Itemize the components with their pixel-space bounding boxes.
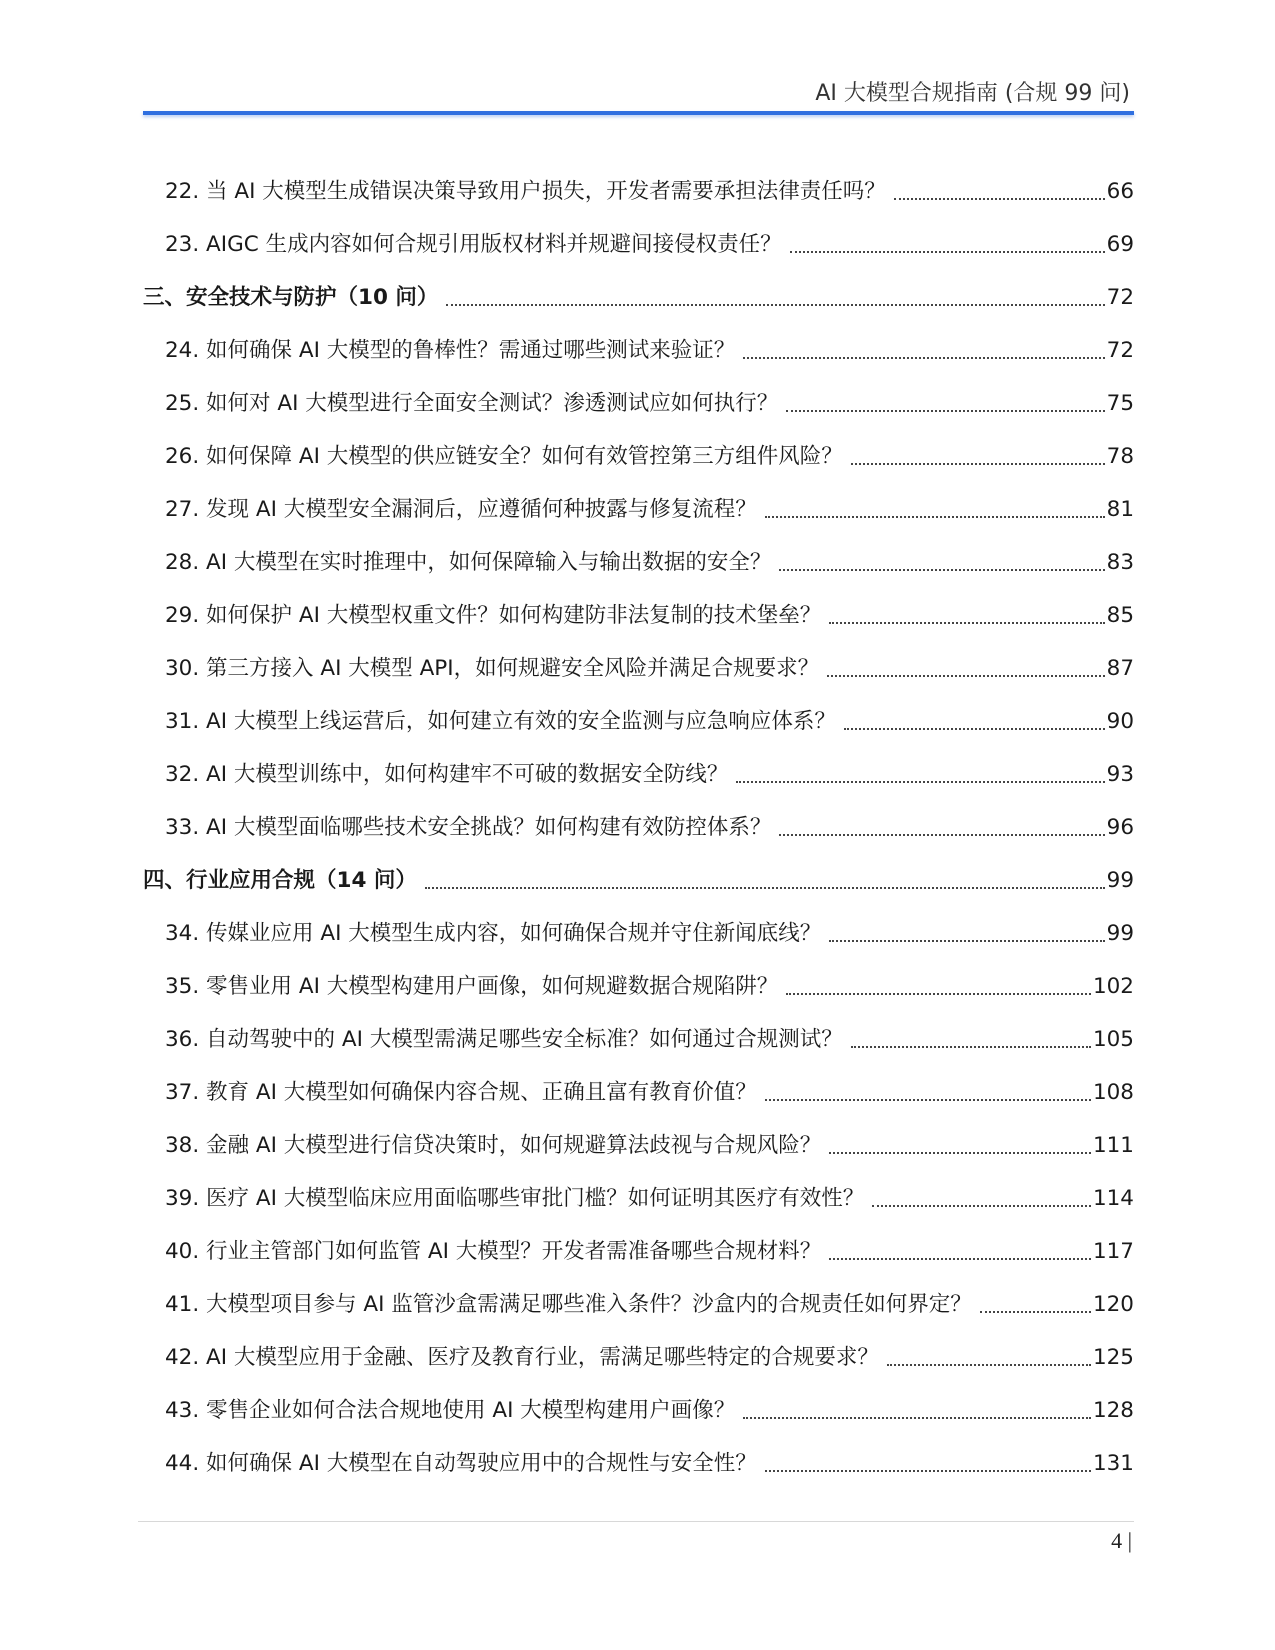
toc-entry-title: 四、行业应用合规（14 问） [143,868,417,893]
toc-page-number: 81 [1106,497,1134,522]
footer-rule [138,1521,1134,1522]
dot-leader [887,1364,1091,1366]
toc-entry-title: 36. 自动驾驶中的 AI 大模型需满足哪些安全标准？如何通过合规测试？ [165,1027,843,1052]
dot-leader [736,781,1104,783]
dot-leader [790,251,1105,253]
toc-page-number: 85 [1106,603,1134,628]
dot-leader [894,198,1105,200]
toc-page-number: 83 [1106,550,1134,575]
toc-entry[interactable] [143,1428,1134,1481]
dot-leader [829,940,1104,942]
header-rule [143,111,1134,115]
dot-leader [844,728,1105,730]
toc-entry-title: 41. 大模型项目参与 AI 监管沙盒需满足哪些准入条件？沙盒内的合规责任如何界定？ [165,1292,972,1317]
toc-entry-title: 43. 零售企业如何合法合规地使用 AI 大模型构建用户画像？ [165,1398,736,1423]
dot-leader [743,1417,1091,1419]
dot-leader [446,304,1104,306]
toc-entry[interactable] [143,1004,1134,1057]
toc-entry[interactable] [143,898,1134,951]
toc-page-number: 105 [1092,1027,1134,1052]
toc-page-number: 99 [1106,868,1134,893]
toc-entry[interactable] [143,1110,1134,1163]
toc-entry-title: 31. AI 大模型上线运营后，如何建立有效的安全监测与应急响应体系？ [165,709,836,734]
toc-entry-title: 35. 零售业用 AI 大模型构建用户画像，如何规避数据合规陷阱？ [165,974,779,999]
toc-section-heading[interactable] [143,262,1134,315]
dot-leader [851,463,1105,465]
toc-entry[interactable] [143,527,1134,580]
toc-entry-title: 38. 金融 AI 大模型进行信贷决策时，如何规避算法歧视与合规风险？ [165,1133,822,1158]
toc-entry-title: 28. AI 大模型在实时推理中，如何保障输入与输出数据的安全？ [165,550,772,575]
toc-entry-title: 37. 教育 AI 大模型如何确保内容合规、正确且富有教育价值？ [165,1080,757,1105]
dot-leader [872,1205,1091,1207]
dot-leader [829,622,1104,624]
toc-entry-title: 三、安全技术与防护（10 问） [143,285,439,310]
toc-entry-title: 32. AI 大模型训练中，如何构建牢不可破的数据安全防线？ [165,762,729,787]
dot-leader [829,1152,1091,1154]
toc-entry-title: 44. 如何确保 AI 大模型在自动驾驶应用中的合规性与安全性？ [165,1451,757,1476]
toc-entry[interactable] [143,1269,1134,1322]
toc-page-number: 75 [1106,391,1134,416]
toc-entry[interactable] [143,686,1134,739]
toc-page-number: 72 [1106,285,1134,310]
toc-entry[interactable] [143,792,1134,845]
toc-entry-title: 34. 传媒业应用 AI 大模型生成内容，如何确保合规并守住新闻底线？ [165,921,822,946]
toc-page-number: 87 [1106,656,1134,681]
toc-page-number: 66 [1106,179,1134,204]
toc-entry-title: 40. 行业主管部门如何监管 AI 大模型？开发者需准备哪些合规材料？ [165,1239,822,1264]
toc-entry-title: 27. 发现 AI 大模型安全漏洞后，应遵循何种披露与修复流程？ [165,497,757,522]
toc-page-number: 102 [1092,974,1134,999]
dot-leader [765,1099,1091,1101]
toc-page-number: 128 [1092,1398,1134,1423]
dot-leader [765,1470,1091,1472]
toc-entry-title: 30. 第三方接入 AI 大模型 API，如何规避安全风险并满足合规要求？ [165,656,820,681]
dot-leader [980,1311,1091,1313]
dot-leader [829,1258,1091,1260]
toc-page-number: 96 [1106,815,1134,840]
toc-page-number: 69 [1106,232,1134,257]
toc-page-number: 72 [1106,338,1134,363]
toc-page-number: 108 [1092,1080,1134,1105]
toc-entry-title: 33. AI 大模型面临哪些技术安全挑战？如何构建有效防控体系？ [165,815,772,840]
toc-entry[interactable] [143,580,1134,633]
toc-entry-title: 26. 如何保障 AI 大模型的供应链安全？如何有效管控第三方组件风险？ [165,444,843,469]
toc-page-number: 131 [1092,1451,1134,1476]
dot-leader [786,993,1091,995]
toc-page-number: 93 [1106,762,1134,787]
toc-entry[interactable] [143,1163,1134,1216]
toc-entry[interactable] [143,739,1134,792]
toc-page-number: 99 [1106,921,1134,946]
toc-entry[interactable] [143,209,1134,262]
dot-leader [851,1046,1091,1048]
toc-entry-title: 24. 如何确保 AI 大模型的鲁棒性？需通过哪些测试来验证？ [165,338,736,363]
toc-entry-title: 29. 如何保护 AI 大模型权重文件？如何构建防非法复制的技术堡垒？ [165,603,822,628]
toc-entry[interactable] [143,1375,1134,1428]
toc-entry[interactable] [143,633,1134,686]
toc-entry[interactable] [143,368,1134,421]
dot-leader [765,516,1105,518]
dot-leader [786,410,1104,412]
toc-entry[interactable] [143,951,1134,1004]
dot-leader [779,569,1104,571]
toc-entry[interactable] [143,1057,1134,1110]
toc-entry[interactable] [143,315,1134,368]
page-number: 4 | [1111,1528,1132,1553]
toc-entry[interactable] [143,1322,1134,1375]
dot-leader [779,834,1104,836]
toc-entry-title: 25. 如何对 AI 大模型进行全面安全测试？渗透测试应如何执行？ [165,391,779,416]
toc-entry-title: 22. 当 AI 大模型生成错误决策导致用户损失，开发者需要承担法律责任吗？ [165,179,886,204]
toc-page-number: 114 [1092,1186,1134,1211]
toc-entry[interactable] [143,421,1134,474]
toc-entry-title: 23. AIGC 生成内容如何合规引用版权材料并规避间接侵权责任？ [165,232,782,257]
dot-leader [425,887,1105,889]
toc-section-heading[interactable] [143,845,1134,898]
toc-entry-title: 42. AI 大模型应用于金融、医疗及教育行业，需满足哪些特定的合规要求？ [165,1345,879,1370]
toc-entry-title: 39. 医疗 AI 大模型临床应用面临哪些审批门槛？如何证明其医疗有效性？ [165,1186,865,1211]
toc-entry[interactable] [143,1216,1134,1269]
toc-page-number: 111 [1092,1133,1134,1158]
toc-entry[interactable] [143,156,1134,209]
running-header-title: AI 大模型合规指南 (合规 99 问) [815,81,1130,106]
toc-page-number: 125 [1092,1345,1134,1370]
toc-page-number: 117 [1092,1239,1134,1264]
table-of-contents [143,156,1134,1481]
toc-entry[interactable] [143,474,1134,527]
toc-page-number: 120 [1092,1292,1134,1317]
dot-leader [743,357,1104,359]
toc-page-number: 78 [1106,444,1134,469]
toc-page-number: 90 [1106,709,1134,734]
dot-leader [827,675,1105,677]
